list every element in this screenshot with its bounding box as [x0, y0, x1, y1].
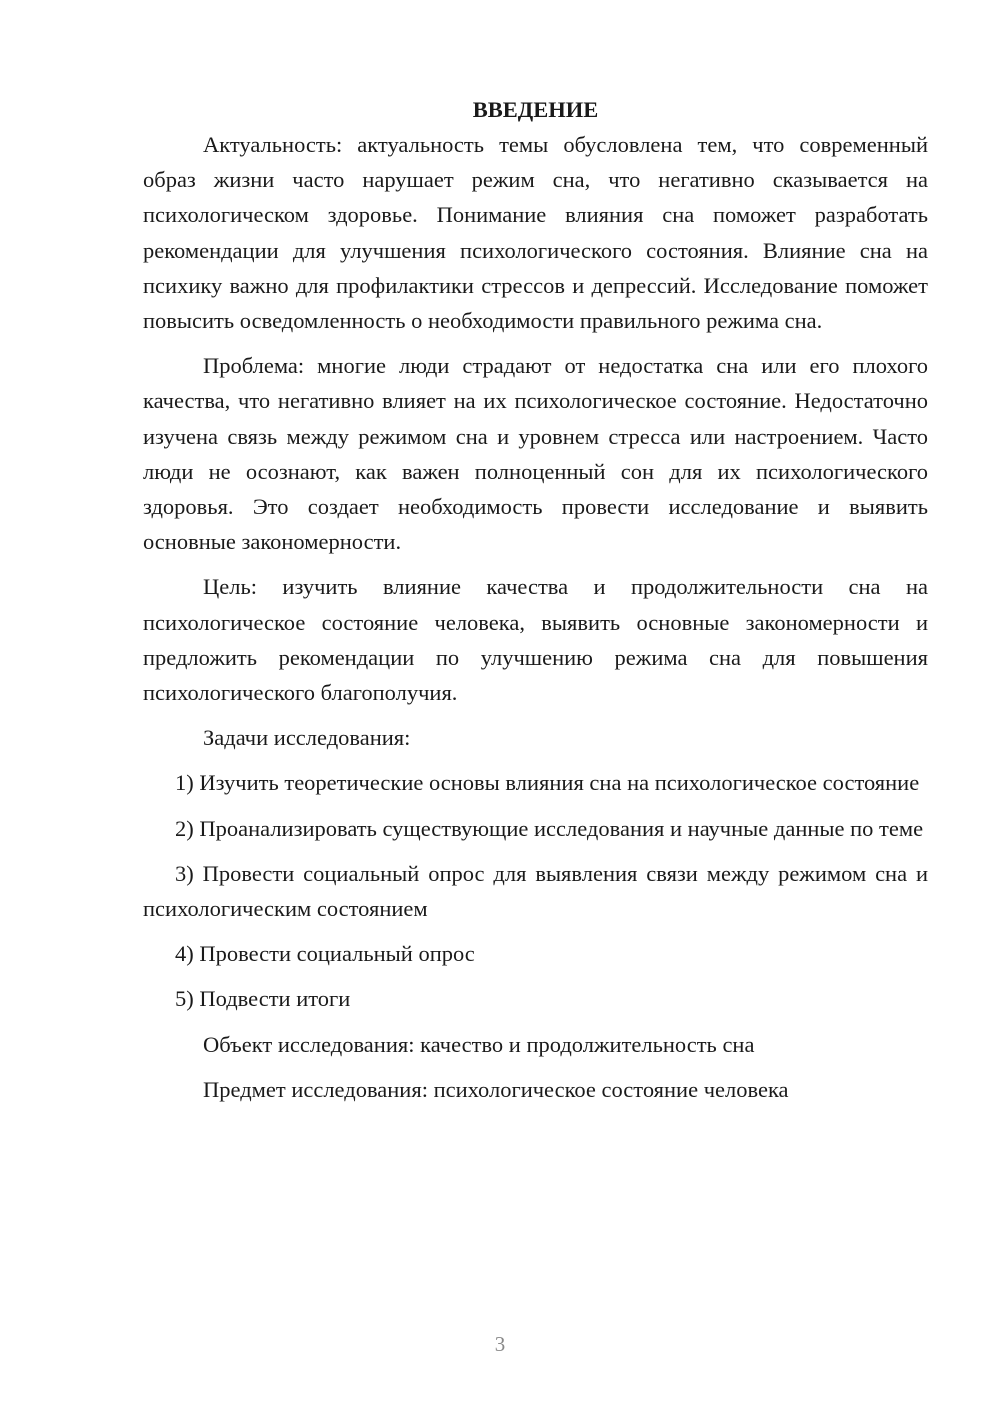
- tasks-heading: Задачи исследования:: [203, 725, 411, 751]
- task-item-3: 3) Провести социальный опрос для выявления связи между режимом сна и психологическим состоянием: [143, 860, 928, 922]
- task-item-5: 5) Подвести итоги: [175, 986, 351, 1012]
- task-item-2: 2) Проанализировать существующие исследования и научные данные по теме: [175, 815, 924, 841]
- task-item-4: 4) Провести социальный опрос: [175, 941, 475, 967]
- paragraph-problem: Проблема: многие люди страдают от недостатка сна или его плохого качества, что негативно влияет на их психологическое состояние. Недостаточно изучена связь между режимом сна и уровнем стресса или настроением. Часто люди не осознают, как важен полноценный сон для их психологического здоровья. Это создает необходимость провести исследование и выявить основные закономерности.: [143, 353, 928, 555]
- research-object: Объект исследования: качество и продолжительность сна: [203, 1031, 755, 1057]
- paragraph-goal: Цель: изучить влияние качества и продолжительности сна на психологическое состояние человека, выявить основные закономерности и предложить рекомендации по улучшению режима сна для повышения психологического благополучия.: [143, 574, 928, 706]
- paragraph-relevance: Актуальность: актуальность темы обусловлена тем, что современный образ жизни часто нарушает режим сна, что негативно сказывается на психологическом здоровье. Понимание влияния сна поможет разработать рекомендации для улучшения психологического состояния. Влияние сна на психику важно для профилактики стрессов и депрессий. Исследование поможет повысить осведомленность о необходимости правильного режима сна.: [143, 132, 928, 334]
- document-page: [143, 92, 928, 1107]
- section-title: ВВЕДЕНИЕ: [472, 97, 599, 122]
- task-item-1: 1) Изучить теоретические основы влияния сна на психологическое состояние: [175, 770, 920, 796]
- page-number: 3: [494, 1332, 506, 1356]
- research-subject: Предмет исследования: психологическое состояние человека: [203, 1076, 789, 1102]
